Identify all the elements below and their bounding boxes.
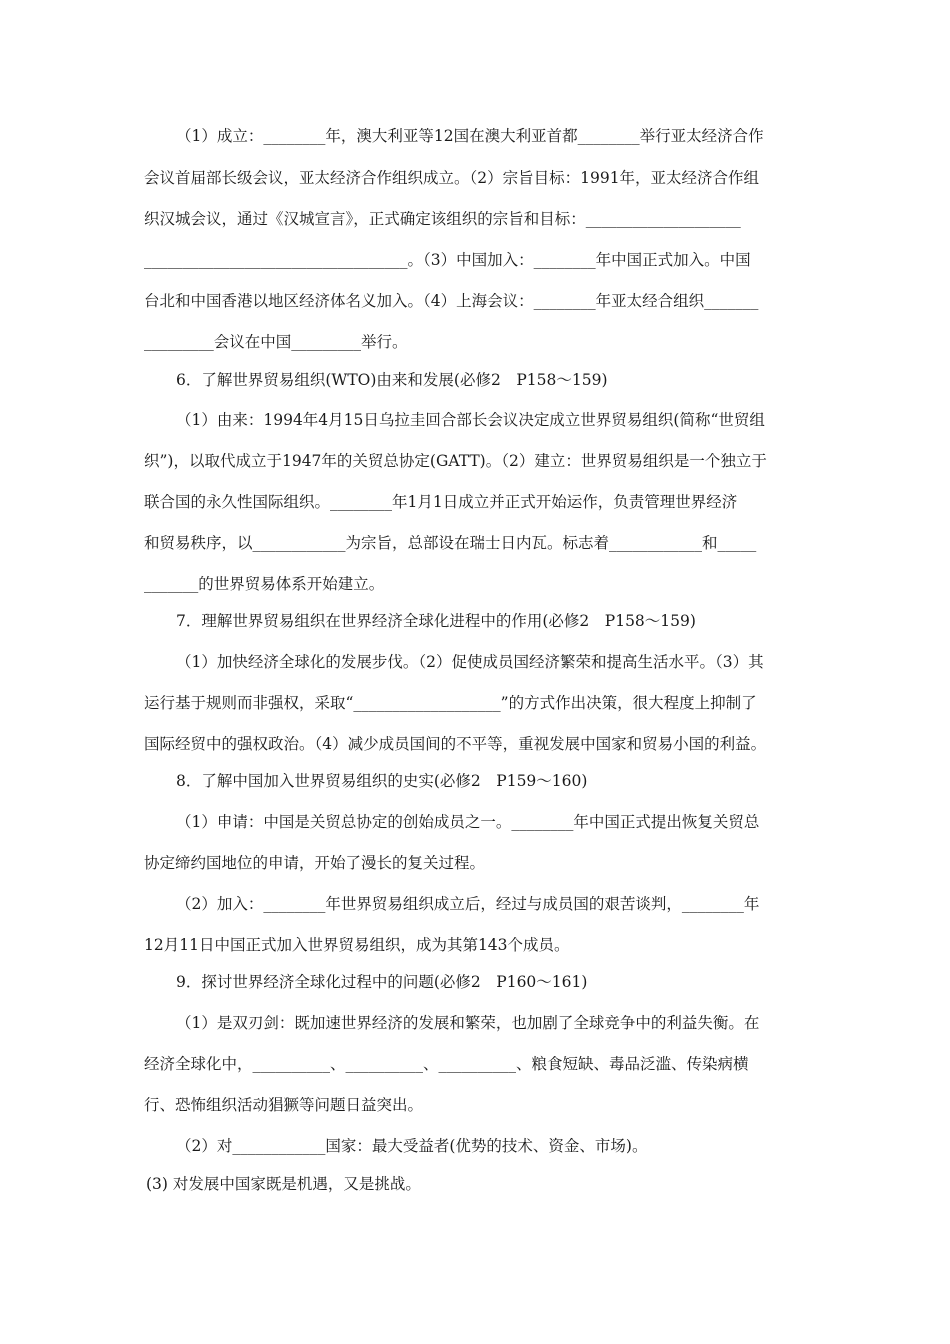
text-line: （1）加快经济全球化的发展步伐。（2）促使成员国经济繁荣和提高生活水平。（3）其 bbox=[176, 653, 764, 671]
section-heading: 7．理解世界贸易组织在世界经济全球化进程中的作用(必修2 P158～159) bbox=[176, 612, 696, 630]
text-line: 行、恐怖组织活动猖獗等问题日益突出。 bbox=[144, 1096, 424, 1114]
text-line: （1）申请：中国是关贸总协定的创始成员之一。________年中国正式提出恢复关贸总 bbox=[176, 813, 760, 831]
text-line: 国际经贸中的强权政治。（4）减少成员国间的不平等，重视发展中国家和贸易小国的利益。 bbox=[144, 735, 767, 753]
text-line: _______的世界贸易体系开始建立。 bbox=[144, 575, 385, 593]
text-line: 会议首届部长级会议，亚太经济合作组织成立。（2）宗旨目标：1991年，亚太经济合作组 bbox=[144, 169, 760, 187]
text-line: __________________________________。（3）中国加入：________年中国正式加入。中国 bbox=[144, 251, 751, 269]
section-heading: 8．了解中国加入世界贸易组织的史实(必修2 P159～160) bbox=[176, 772, 588, 790]
text-line: 织汉城会议，通过《汉城宣言》，正式确定该组织的宗旨和目标：____________________ bbox=[144, 210, 741, 228]
text-line: 协定缔约国地位的申请，开始了漫长的复关过程。 bbox=[144, 854, 486, 872]
text-line: (3) 对发展中国家既是机遇，又是挑战。 bbox=[146, 1175, 421, 1193]
section-heading: 9．探讨世界经济全球化过程中的问题(必修2 P160～161) bbox=[176, 973, 588, 991]
text-line: （2）对____________国家：最大受益者(优势的技术、资金、市场)。 bbox=[176, 1137, 648, 1155]
text-line: （1）成立：________年，澳大利亚等12国在澳大利亚首都________举行亚太经济合作 bbox=[176, 127, 764, 145]
section-heading: 6．了解世界贸易组织(WTO)由来和发展(必修2 P158～159) bbox=[176, 371, 608, 389]
text-line: （2）加入：________年世界贸易组织成立后，经过与成员国的艰苦谈判，________年 bbox=[176, 895, 760, 913]
text-line: 经济全球化中，__________、__________、__________、粮食短缺、毒品泛滥、传染病横 bbox=[144, 1055, 749, 1073]
text-line: （1）是双刃剑：既加速世界经济的发展和繁荣，也加剧了全球竞争中的利益失衡。在 bbox=[176, 1014, 760, 1032]
text-line: 台北和中国香港以地区经济体名义加入。（4）上海会议：________年亚太经合组织_______ bbox=[144, 292, 759, 310]
text-line: 织”)，以取代成立于1947年的关贸总协定(GATT)。（2）建立：世界贸易组织是一个独立于 bbox=[144, 452, 767, 470]
text-line: _________会议在中国_________举行。 bbox=[144, 333, 408, 351]
text-line: 和贸易秩序，以____________为宗旨，总部设在瑞士日内瓦。标志着____________和_____ bbox=[144, 534, 757, 552]
text-line: （1）由来：1994年4月15日乌拉圭回合部长会议决定成立世界贸易组织(简称“世贸组 bbox=[176, 411, 765, 429]
text-line: 12月11日中国正式加入世界贸易组织，成为其第143个成员。 bbox=[144, 936, 570, 954]
text-line: 联合国的永久性国际组织。________年1月1日成立并正式开始运作，负责管理世界经济 bbox=[144, 493, 738, 511]
text-line: 运行基于规则而非强权，采取“___________________”的方式作出决策，很大程度上抑制了 bbox=[144, 694, 757, 712]
